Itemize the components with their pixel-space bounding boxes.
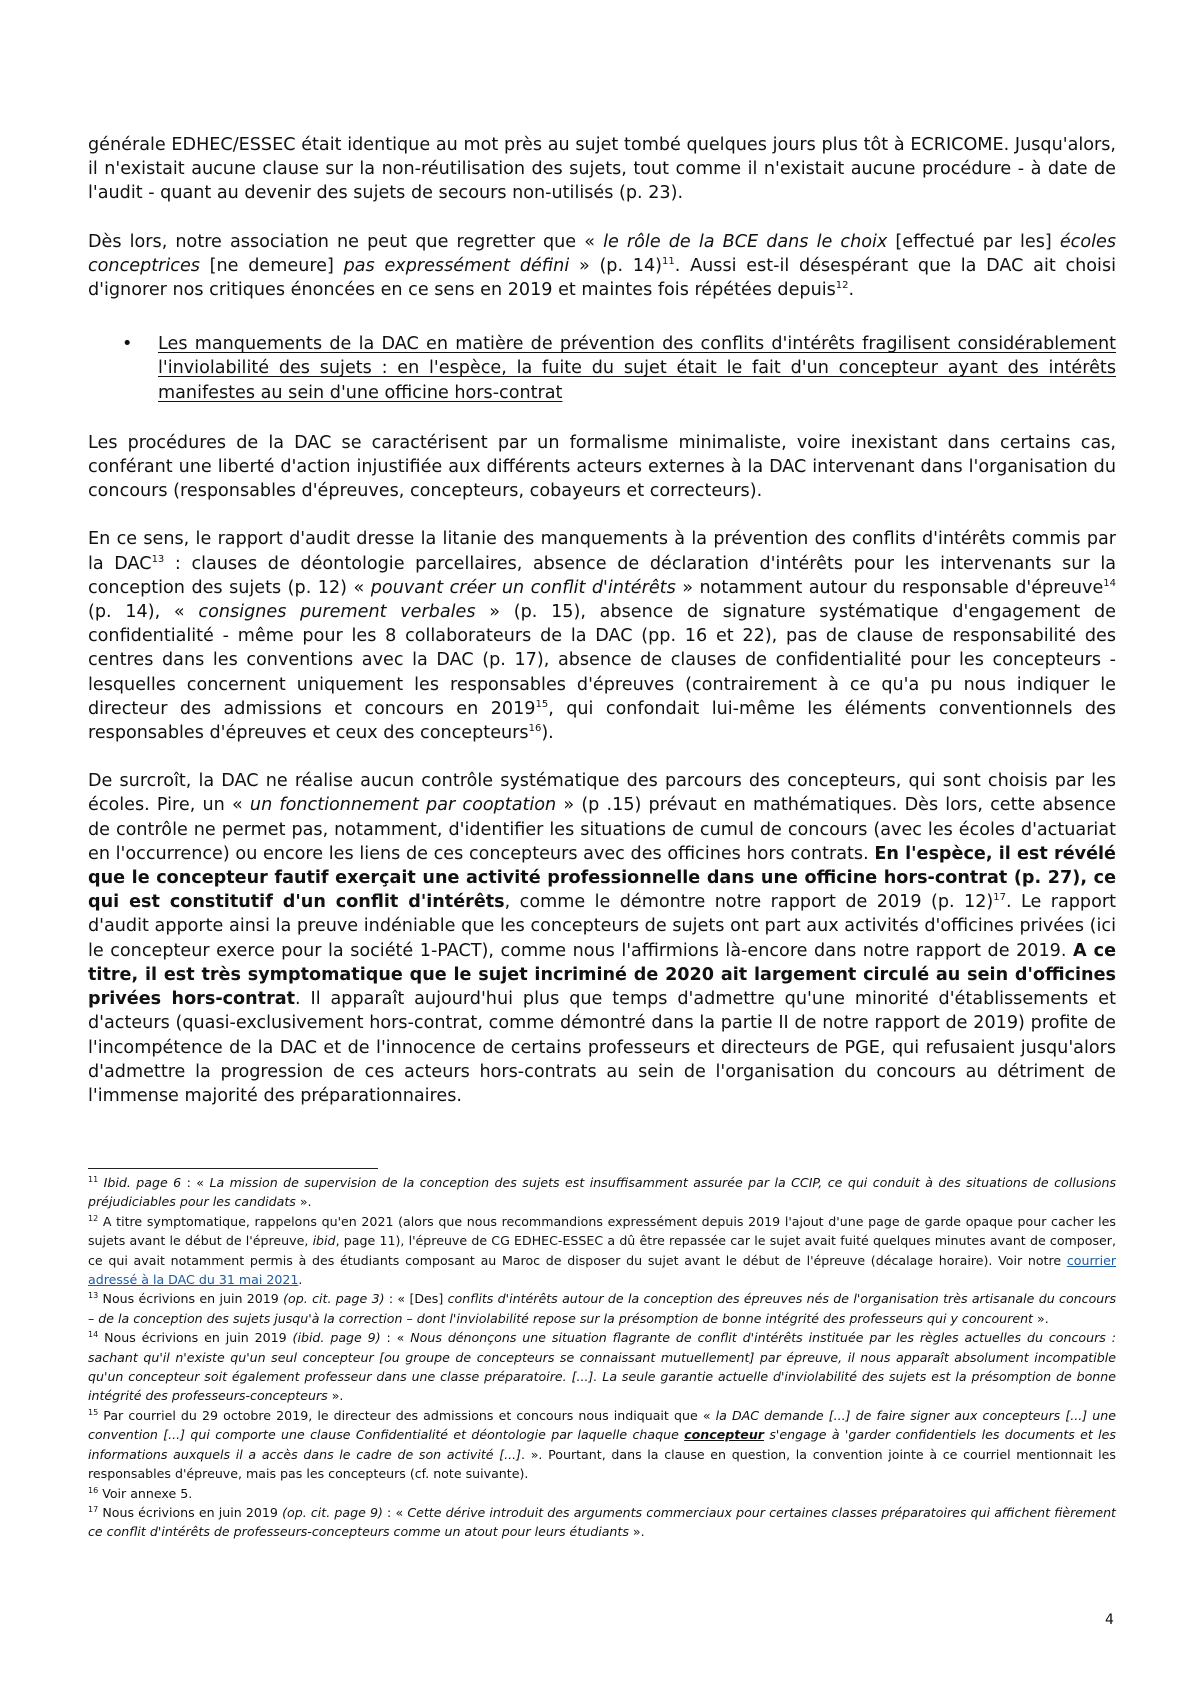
footnote-text: . <box>298 1272 303 1288</box>
bullet-item <box>88 332 1116 405</box>
page-number: 4 <box>1105 1612 1114 1628</box>
page-body <box>88 133 1116 1132</box>
text-run: . Aussi est-il désespérant que la DAC ait choisi d'ignorer nos critiques énoncées en ce sens en 2019 et maintes fois répétées depuis <box>88 255 1116 301</box>
footnote-ref-14[interactable]: 14 <box>1103 577 1116 589</box>
footnote-text: : « <box>181 1175 210 1190</box>
footnote-number: 13 <box>88 1291 99 1301</box>
footnote-text: A titre symptomatique, rappelons qu'en 2021 (alors que nous recommandions expressément depuis 2019 l'ajout d'une page de garde opaque pour cacher les sujets avant le début de l'épreuve, <box>88 1213 1116 1249</box>
footnotes-section <box>88 1168 1116 1542</box>
footnote-14 <box>88 1328 1116 1406</box>
footnote-text: Nous écrivions en juin 2019 <box>98 1504 283 1520</box>
footnote-italic: s'engage à 'garder confidentiels les documents et les informations auxquels il a accès dans le cadre de son activité [...] <box>88 1427 1116 1462</box>
footnote-emphasis: concepteur <box>684 1427 764 1443</box>
quote-italic: écoles conceptrices <box>88 231 1116 276</box>
footnote-text: ». <box>628 1524 645 1540</box>
footnote-number: 14 <box>88 1330 99 1340</box>
footnote-separator <box>88 1168 378 1169</box>
footnote-12 <box>88 1212 1116 1290</box>
footnote-italic: Nous dénonçons une situation flagrante de conflit d'intérêts instituée par les règles actuelles du concours : sachant qu'il n'existe qu'un seul concepteur [ou groupe de concepteurs se connaissant mutuellement] par épreuve, il nous apparaît absolument incompatible qu'un concepteur soit également professeur dans une classe préparatoire. [...]. La seule garantie actuelle d'inviolabilité des sujets est la présomption de bonne intégrité des professeurs-concepteurs <box>88 1330 1116 1404</box>
paragraph-4 <box>88 527 1116 745</box>
text-run: . Le rapport d'audit apporte ainsi la preuve indéniable que les concepteurs de sujets ont part aux activités d'officines privées (ici le concepteur exerce pour la société 1-PACT), comme nous l'affirmions là-encore dans notre rapport de 2019. <box>88 892 1116 961</box>
text-run: Dès lors, notre association ne peut que regretter que « <box>88 231 604 252</box>
paragraph-3 <box>88 431 1116 504</box>
text-run: , qui confondait lui-même les éléments conventionnels des responsables d'épreuves et ceux des concepteurs <box>88 698 1117 744</box>
text-run: » notamment autour du responsable d'épreuve <box>675 577 1104 598</box>
footnote-ref-11[interactable]: 11 <box>662 255 675 267</box>
footnote-text: ». <box>327 1388 344 1404</box>
footnote-ref-12[interactable]: 12 <box>835 280 849 292</box>
text-run: De surcroît, la DAC ne réalise aucun contrôle systématique des parcours des concepteurs, qui sont choisis par les écoles. Pire, un « <box>88 771 1116 816</box>
text-run: ). <box>541 723 554 744</box>
footnote-16 <box>88 1484 1116 1503</box>
footnote-number: 11 <box>88 1174 99 1184</box>
footnote-text: : « [Des] <box>384 1291 448 1307</box>
footnote-italic: (ibid. page 9) <box>292 1330 381 1346</box>
footnote-italic: conflits d'intérêts autour de la conception des épreuves nés de l'organisation très artisanale du concours – de la conception des sujets jusqu'à la correction – dont l'inviolabilité repose sur la présomption de bonne intégrité des professeurs qui y concourent <box>88 1291 1116 1326</box>
text-run: . Il apparaît aujourd'hui plus que temps d'admettre qu'une minorité d'établissements et d'acteurs (quasi-exclusivement hors-contrat, comme démontré dans la partie II de notre rapport de 2019) profite de l'incompétence de la DAC et de l'innocence de certains professeurs et directeurs de PGE, qui refusaient jusqu'alors d'admettre la progression de ces acteurs hors-contrats au sein de l'organisation du concours au détriment de l'immense majorité des préparationnaires. <box>88 989 1116 1106</box>
footnote-ref-15[interactable]: 15 <box>535 699 549 710</box>
footnote-text: Nous écrivions en juin 2019 <box>98 1291 284 1307</box>
footnote-text: . ». Pourtant, dans la clause en question, la convention jointe à ce courriel mentionnait les responsables d'épreuve, mais pas les concepteurs (cf. note suivante). <box>88 1446 1116 1482</box>
bullet-heading: Les manquements de la DAC en matière de prévention des conflits d'intérêts fragilisent considérablement l'inviolabilité des sujets : en l'espèce, la fuite du sujet était le fait d'un concepteur ayant des intérêts manifestes au sein d'une officine hors-contrat <box>158 334 1116 403</box>
courrier-link[interactable]: courrier adressé à la DAC du 31 mai 2021 <box>88 1252 1116 1288</box>
text-run: , comme le démontre notre rapport de 2019 (p. 12) <box>504 892 994 913</box>
footnote-text: , page 11), l'épreuve de CG EDHEC-ESSEC a dû être repassée car le sujet avait fuité quelques minutes avant de composer, ce qui avait notamment permis à des étudiants composant au Maroc de disposer du sujet avant le début de l'épreuve (décalage horaire). Voir notre <box>88 1233 1116 1268</box>
text-run: . <box>848 280 855 301</box>
quote-italic: consignes purement verbales <box>198 602 476 623</box>
text-run: [ne demeure] <box>199 255 344 276</box>
paragraph-1-text: générale EDHEC/ESSEC était identique au mot près au sujet tombé quelques jours plus tôt à ECRICOME. Jusqu'alors, il n'existait aucune clause sur la non-réutilisation des sujets, tout comme il n'existait aucune procédure - à date de l'audit - quant au devenir des sujets de secours non-utilisés (p. 23). <box>88 135 1116 204</box>
footnote-text: : « <box>382 1504 408 1520</box>
footnote-ref-17[interactable]: 17 <box>993 892 1006 904</box>
footnote-text: : « <box>380 1330 411 1346</box>
footnote-13 <box>88 1289 1116 1328</box>
footnote-ref-13[interactable]: 13 <box>151 553 165 565</box>
footnote-italic: la DAC demande [...] de faire signer aux concepteurs [...] une convention [...] qui comporte une clause Confidentialité et déontologie par laquelle chaque <box>88 1407 1116 1443</box>
footnote-text: Voir annexe 5. <box>98 1485 193 1501</box>
footnote-number: 16 <box>88 1485 99 1495</box>
footnote-italic: Ibid. page 6 <box>98 1175 182 1190</box>
footnote-text: Nous écrivions en juin 2019 <box>98 1330 293 1346</box>
bold-statement: A ce titre, il est très symptomatique que le sujet incriminé de 2020 ait largement circulé au sein d'officines privées hors-contrat <box>88 940 1116 1010</box>
paragraph-3-text: Les procédures de la DAC se caractérisent par un formalisme minimaliste, voire inexistant dans certains cas, conférant une liberté d'action injustifiée aux différents acteurs externes à la DAC intervenant dans l'organisation du concours (responsables d'épreuves, concepteurs, cobayeurs et correcteurs). <box>88 432 1116 502</box>
footnote-italic: Cette dérive introduit des arguments commerciaux pour certaines classes préparatoires qui affichent fièrement ce conflit d'intérêts de professeurs-concepteurs comme un atout pour leurs étudiants <box>88 1504 1116 1540</box>
footnote-15 <box>88 1406 1116 1484</box>
text-run: (p. 14), « <box>88 602 199 623</box>
footnote-italic: La mission de supervision de la conception des sujets est insuffisamment assurée par la CCIP, ce qui conduit à des situations de collusions préjudiciables pour les candidats <box>88 1175 1117 1210</box>
quote-italic: pouvant créer un conflit d'intérêts <box>370 577 676 598</box>
text-run: » (p .15) prévaut en mathématiques. Dès lors, cette absence de contrôle ne permet pas, notamment, d'identifier les situations de cumul de concours (avec les écoles d'actuariat en l'occurrence) ou encore les liens de ces concepteurs avec des officines hors contrats. <box>88 795 1117 864</box>
footnote-italic: (op. cit. page 9) <box>282 1504 383 1520</box>
footnote-17 <box>88 1503 1116 1542</box>
quote-italic: un fonctionnement par cooptation <box>249 795 557 816</box>
footnote-italic: ibid <box>312 1233 336 1249</box>
text-run: : clauses de déontologie parcellaires, absence de déclaration d'intérêts pour les intervenants sur la conception des sujets (p. 12) « <box>88 553 1117 598</box>
footnote-text: ». <box>295 1194 312 1210</box>
text-run: En ce sens, le rapport d'audit dresse la litanie des manquements à la prévention des conflits d'intérêts commis par la DAC <box>88 529 1116 574</box>
quote-italic: pas expressément défini <box>343 255 570 276</box>
text-run: [effectué par les] <box>887 231 1060 252</box>
bold-statement: En l'espèce, il est révélé que le concepteur fautif exerçait une activité professionnelle dans une officine hors-contrat (p. 27), ce qui est constitutif d'un conflit d'intérêts <box>88 843 1116 913</box>
footnote-ref-16[interactable]: 16 <box>528 723 542 735</box>
quote-italic: le rôle de la BCE dans le choix <box>603 231 888 252</box>
footnote-number: 12 <box>88 1213 99 1223</box>
footnote-text: Par courriel du 29 octobre 2019, le directeur des admissions et concours nous indiquait que « <box>98 1407 716 1423</box>
footnote-text: ». <box>1033 1310 1049 1326</box>
text-run: » (p. 15), absence de signature systématique d'engagement de confidentialité - même pour les 8 collaborateurs de la DAC (pp. 16 et 22), pas de clause de responsabilité des centres dans les conventions avec la DAC (p. 17), absence de clauses de confidentialité pour les concepteurs - lesquelles concernent uniquement les responsables d'épreuves (contrairement à ce qu'a pu nous indiquer le directeur des admissions et concours en 2019 <box>88 602 1116 719</box>
footnote-italic: (op. cit. page 3) <box>283 1291 385 1307</box>
footnote-11 <box>88 1173 1116 1212</box>
paragraph-2 <box>88 230 1116 303</box>
footnote-number: 17 <box>88 1504 99 1514</box>
paragraph-1 <box>88 133 1116 206</box>
paragraph-5 <box>88 769 1116 1108</box>
bullet-icon: • <box>122 334 133 355</box>
footnote-number: 15 <box>88 1407 99 1417</box>
text-run: » (p. 14) <box>569 255 663 276</box>
